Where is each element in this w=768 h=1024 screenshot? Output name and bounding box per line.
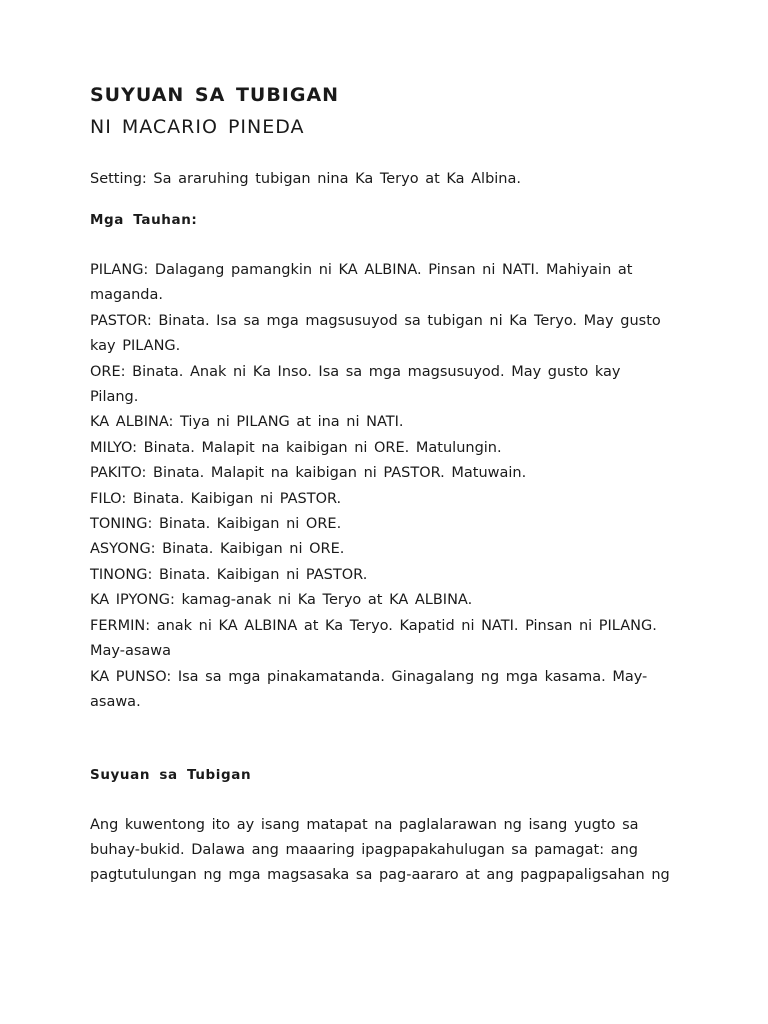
document-title: SUYUAN SA TUBIGAN: [90, 84, 340, 106]
cast-item-tinong: TINONG: Binata. Kaibigan ni PASTOR.: [90, 566, 368, 583]
cast-item-pilang: PILANG: Dalagang pamangkin ni KA ALBINA. Pinsan ni NATI. Mahiyain at maganda.: [90, 262, 633, 304]
story-paragraph: Ang kuwentong ito ay isang matapat na paglalarawan ng isang yugto sa buhay-bukid. Dalawa ang maaaring ipagpapakahulugan sa pamagat: ang pagtutulungan ng mga magsasaka sa pag-aararo at ang pagpapaligsahan ng: [90, 817, 670, 884]
cast-item-ka-punso: KA PUNSO: Isa sa mga pinakamatanda. Ginagalang ng mga kasama. May-asawa.: [90, 668, 648, 710]
cast-item-pakito: PAKITO: Binata. Malapit na kaibigan ni PASTOR. Matuwain.: [90, 465, 527, 482]
cast-item-asyong: ASYONG: Binata. Kaibigan ni ORE.: [90, 541, 345, 558]
document-author: NI MACARIO PINEDA: [90, 116, 305, 138]
story-heading: Suyuan sa Tubigan: [90, 767, 252, 784]
cast-item-ore: ORE: Binata. Anak ni Ka Inso. Isa sa mga magsusuyod. May gusto kay Pilang.: [90, 363, 621, 406]
cast-item-ka-ipyong: KA IPYONG: kamag-anak ni Ka Teryo at KA ALBINA.: [90, 592, 473, 609]
cast-item-fermin: FERMIN: anak ni KA ALBINA at Ka Teryo. Kapatid ni NATI. Pinsan ni PILANG. May-asawa: [90, 617, 657, 660]
cast-item-toning: TONING: Binata. Kaibigan ni ORE.: [90, 516, 342, 533]
cast-item-milyo: MILYO: Binata. Malapit na kaibigan ni ORE. Matulungin.: [90, 439, 502, 456]
cast-item-ka-albina: KA ALBINA: Tiya ni PILANG at ina ni NATI.: [90, 414, 404, 431]
setting-line: Setting: Sa araruhing tubigan nina Ka Teryo at Ka Albina.: [90, 171, 521, 187]
document-page: [90, 82, 675, 888]
cast-heading: Mga Tauhan:: [90, 212, 198, 228]
cast-list: [90, 258, 675, 715]
cast-item-filo: FILO: Binata. Kaibigan ni PASTOR.: [90, 490, 342, 507]
cast-item-pastor: PASTOR: Binata. Isa sa mga magsusuyod sa tubigan ni Ka Teryo. May gusto kay PILANG.: [90, 312, 661, 355]
